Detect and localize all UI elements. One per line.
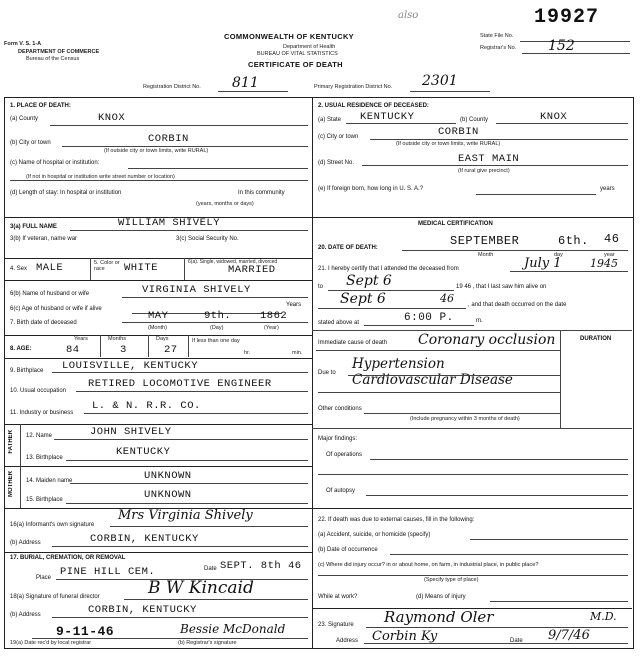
community-label: In this community (238, 190, 285, 196)
color: WHITE (124, 262, 159, 274)
date-signed: 9/7/46 (548, 628, 590, 643)
spouse: VIRGINIA SHIVELY (142, 284, 251, 296)
informant-address-label: (b) Address (10, 540, 41, 546)
attend-to: Sept 6 (346, 273, 392, 289)
death-city: CORBIN (148, 133, 189, 145)
marital-label: 6(a). Single, widowed, married, divorced (188, 259, 278, 265)
sex-label: 4. Sex (10, 266, 28, 272)
director-signature: B W Kincaid (148, 578, 254, 598)
attend-label: 21. I hereby certify that I attended the deceased from (318, 266, 459, 272)
autopsy-label: Of autopsy (326, 488, 356, 494)
sex: MALE (36, 262, 64, 274)
dept-commerce: DEPARTMENT OF COMMERCE (18, 49, 100, 55)
res-county: KNOX (540, 111, 568, 123)
duration-label: DURATION (580, 336, 612, 342)
mother-side-label: MOTHER (8, 471, 14, 497)
bureau-vital: BUREAU OF VITAL STATISTICS (257, 51, 338, 57)
filed-date: 9-11-46 (56, 624, 115, 639)
res-city-label: (c) City or town (318, 134, 359, 140)
state-file-label: State File No. (480, 33, 514, 39)
physician-sig-label: 23. Signature (318, 622, 354, 628)
hospital-label: (c) Name of hospital or institution: (10, 160, 100, 166)
last-saw-year: 46 (440, 292, 454, 305)
death-year: 46 (604, 232, 620, 246)
attend-from: July 1 (524, 256, 562, 271)
death-month-label: Month (478, 252, 494, 258)
birthplace-label: 9. Birthplace (10, 368, 44, 374)
attend-to-label: to (318, 284, 324, 290)
age-days-label: Days (156, 336, 169, 342)
birth-year: 1862 (260, 310, 288, 322)
external-causes-title: 22. If death was due to external causes, fill in the following: (318, 517, 475, 523)
file-number-stamp: 19927 (534, 6, 600, 29)
stated-label: stated above at (318, 320, 360, 326)
physician-address-label: Address (336, 638, 359, 644)
death-date-label: 20. DATE OF DEATH: (318, 245, 378, 251)
death-city-note: (If outside city or town limits, write RURAL) (104, 148, 209, 154)
filed-label: 19(a) Date rec'd by local registrar (10, 640, 92, 646)
registrar-sig-label: (b) Registrar's signature (178, 640, 237, 646)
res-county-label: (b) County (460, 117, 489, 123)
corner-mark: also (398, 10, 419, 21)
death-occurred-label: , and that death occurred on the date (468, 302, 567, 308)
age-months: 3 (120, 344, 127, 356)
death-time: 6:00 P. (404, 312, 454, 324)
occupation: RETIRED LOCOMOTIVE ENGINEER (88, 378, 272, 390)
informant-address: CORBIN, KENTUCKY (90, 533, 199, 545)
occurrence-label: (b) Date of occurrence (318, 547, 378, 553)
registrar-no-label: Registrar's No. (480, 45, 517, 51)
length-stay-label: (d) Length of stay: In hospital or institution (10, 190, 122, 196)
where-injury-label: (c) Where did injury occur? in or about home, on farm, in industrial place, in public place? (318, 562, 539, 568)
death-day-label: day (554, 252, 563, 258)
full-name-label: 3(a) FULL NAME (10, 224, 57, 230)
specify-place: (Specify type of place) (424, 577, 479, 583)
res-city: CORBIN (438, 126, 479, 138)
physician-address: Corbin Ky (372, 629, 438, 644)
primary-district-label: Primary Registration District No. (314, 84, 393, 90)
hospital-note: (If not in hospital or institution write street number or location) (26, 174, 175, 180)
dept-health: Department of Health (283, 44, 336, 50)
stay-note: (years, months or days) (196, 201, 254, 207)
res-city-note: (If outside city or town limits, write RURAL) (396, 141, 501, 147)
physician-signature: Raymond Oler (384, 608, 494, 626)
foreign-born-label: (e) If foreign born, how long in U. S. A.? (318, 186, 424, 192)
marital: MARRIED (228, 264, 276, 276)
age-label: 8. AGE: (10, 346, 32, 352)
burial-date-label: Date (204, 566, 217, 572)
death-year-label: year (604, 252, 615, 258)
min-label: min. (292, 350, 303, 356)
foreign-years: years (600, 186, 615, 192)
birthplace: LOUISVILLE, KENTUCKY (62, 360, 199, 372)
birth-date-label: 7. Birth date of deceased (10, 320, 77, 326)
while-at-work-label: While at work? (318, 594, 358, 600)
informant-sig-label: 16(a) Informant's own signature (10, 522, 95, 528)
hr-label: hr. (244, 350, 251, 356)
physician-md: M.D. (590, 610, 617, 623)
father-name: JOHN SHIVELY (90, 426, 172, 438)
registrar-no: 152 (548, 38, 575, 54)
last-saw: Sept 6 (340, 291, 386, 307)
major-findings-label: Major findings: (318, 436, 358, 442)
age-months-label: Months (108, 336, 127, 342)
mother-birthplace-label: 15. Birthplace (26, 497, 63, 503)
res-state-label: (a) State (318, 117, 342, 123)
father-name-label: 12. Name (26, 433, 53, 439)
burial-place: PINE HILL CEM. (60, 566, 156, 578)
informant-signature: Mrs Virginia Shively (118, 508, 253, 523)
registrar-signature: Bessie McDonald (180, 622, 286, 636)
reg-district-label: Registration District No. (143, 84, 201, 90)
birth-day: 9th. (204, 310, 232, 322)
director-address-label: (b) Address (10, 612, 41, 618)
birth-year-label: (Year) (264, 325, 279, 331)
age-years-label: Years (74, 336, 88, 342)
means-injury-label: (d) Means of injury (416, 594, 466, 600)
birth-month-label: (Month) (148, 325, 167, 331)
residence-title: 2. USUAL RESIDENCE OF DECEASED: (318, 103, 429, 109)
death-county-label: (a) County (10, 116, 39, 122)
father-birthplace-label: 13. Birthplace (26, 455, 63, 461)
veteran-label: 3(b) If veteran, name war (10, 236, 78, 242)
death-city-label: (b) City or town (10, 140, 51, 146)
age-days: 27 (164, 344, 178, 356)
accident-label: (a) Accident, suicide, or homicide (specify) (318, 532, 431, 538)
less-day-label: If less than one day (192, 338, 240, 344)
industry-label: 11. Industry or business (10, 410, 74, 416)
father-side-label: FATHER (8, 430, 14, 454)
social-security-label: 3(c) Social Security No. (176, 236, 239, 242)
birth-month: MAY (148, 310, 169, 322)
spouse-label: 6(b) Name of husband or wife (10, 291, 90, 297)
occupation-label: 10. Usual occupation (10, 388, 67, 394)
color-label: 5. Color or race (94, 260, 120, 272)
full-name: WILLIAM SHIVELY (118, 217, 221, 229)
father-birthplace: KENTUCKY (116, 446, 171, 458)
primary-district: 2301 (422, 73, 458, 89)
industry: L. & N. R.R. CO. (92, 400, 201, 412)
burial-place-label: Place (36, 575, 52, 581)
death-time-unit: m. (476, 318, 483, 324)
other-note: (Include pregnancy within 3 months of death) (410, 416, 520, 422)
mother-maiden: UNKNOWN (144, 470, 192, 482)
certificate-title: CERTIFICATE OF DEATH (248, 60, 343, 69)
mother-maiden-label: 14. Maiden name (26, 478, 73, 484)
place-of-death-title: 1. PLACE OF DEATH: (10, 103, 71, 109)
director-address: CORBIN, KENTUCKY (88, 604, 197, 616)
form-number: Form V. S. 1-A (4, 41, 42, 47)
age-years: 84 (66, 344, 80, 356)
res-street-label: (d) Street No. (318, 160, 355, 166)
medical-title: MEDICAL CERTIFICATION (418, 221, 493, 227)
bureau-census: Bureau of the Census (26, 56, 80, 62)
due-to: Hypertension Cardiovascular Disease (352, 356, 513, 388)
burial-title: 17. BURIAL, CREMATION, OR REMOVAL (10, 555, 126, 561)
reg-district: 811 (232, 75, 259, 91)
spouse-age-unit: Years (286, 302, 302, 308)
mother-birthplace: UNKNOWN (144, 489, 192, 501)
death-month: SEPTEMBER (450, 234, 520, 248)
res-street: EAST MAIN (458, 153, 520, 165)
immediate-cause: Coronary occlusion (418, 332, 556, 348)
date-signed-label: Date (510, 638, 523, 644)
res-state: KENTUCKY (360, 111, 415, 123)
director-label: 18(a) Signature of funeral director (10, 594, 100, 600)
due-to-label: Due to (318, 370, 336, 376)
commonwealth-title: COMMONWEALTH OF KENTUCKY (224, 32, 354, 41)
res-street-note: (If rural give precinct) (458, 168, 510, 174)
birth-day-label: (Day) (210, 325, 224, 331)
death-day: 6th. (558, 234, 589, 248)
other-conditions-label: Other conditions (318, 406, 362, 412)
immediate-cause-label: Immediate cause of death (318, 340, 388, 346)
operations-label: Of operations (326, 452, 363, 458)
spouse-age-label: 6(c) Age of husband or wife if alive (10, 306, 102, 312)
burial-date: SEPT. 8th 46 (220, 560, 302, 572)
attend-from-year: 1945 (590, 257, 618, 270)
last-saw-label: 19 46 , that I last saw him alive on (456, 284, 547, 290)
death-county: KNOX (98, 112, 126, 124)
